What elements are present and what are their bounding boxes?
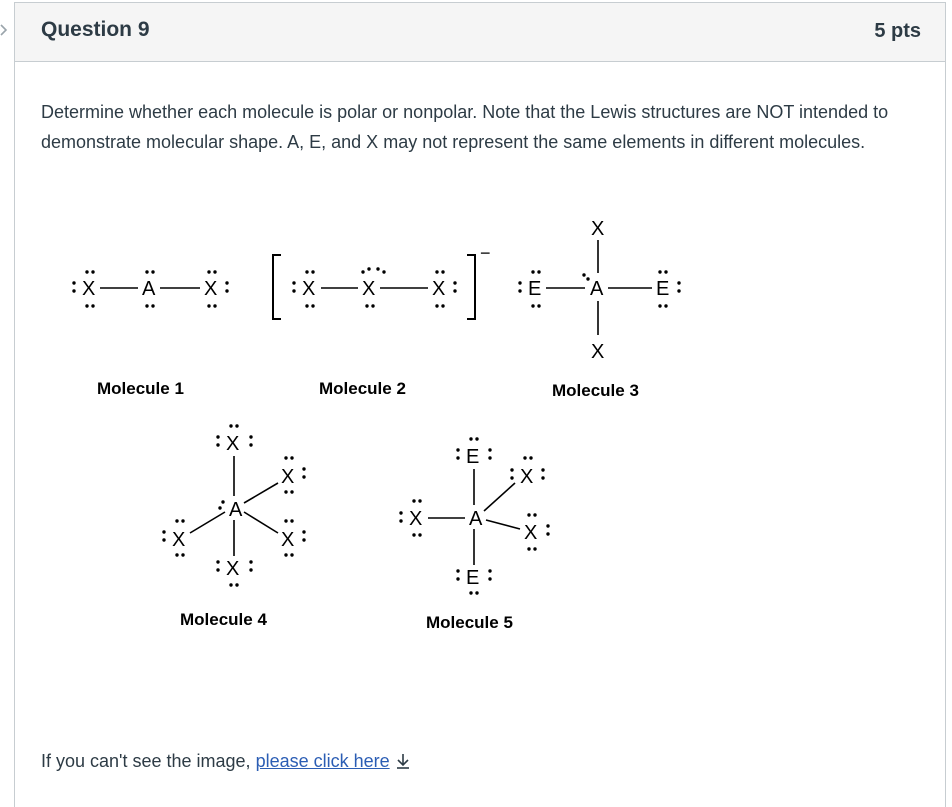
- chevron-right-icon: [0, 22, 8, 38]
- mol1-atom-x-left: X: [82, 278, 96, 300]
- mol5-atom-a: A: [469, 508, 483, 530]
- mol3-atom-e-right: E: [656, 278, 670, 300]
- lewis-structures-figure: [45, 203, 685, 643]
- molecule-3: [518, 218, 680, 400]
- mol5-atom-e-top: E: [466, 446, 480, 468]
- mol4-atom-x-top: X: [226, 433, 240, 455]
- mol5-atom-x-left: X: [409, 508, 423, 530]
- molecule-4: [162, 424, 305, 629]
- mol2-atom-x-left: X: [302, 278, 316, 300]
- mol1-atom-x-right: X: [204, 278, 218, 300]
- mol2-atom-x-center: X: [362, 278, 376, 300]
- molecule-3-label: Molecule 3: [552, 381, 639, 400]
- mol4-atom-x-bottom: X: [226, 558, 240, 580]
- molecule-5-label: Molecule 5: [426, 613, 513, 632]
- mol3-atom-x-bottom: X: [591, 341, 605, 363]
- mol1-atom-a: A: [142, 278, 156, 300]
- molecule-2: [273, 243, 491, 398]
- fallback-prefix-text: If you can't see the image,: [41, 751, 256, 771]
- mol2-charge: −: [480, 243, 491, 263]
- image-fallback-line: [41, 751, 410, 774]
- molecule-4-label: Molecule 4: [180, 610, 267, 629]
- question-card: [14, 2, 946, 807]
- mol3-atom-a: A: [590, 278, 604, 300]
- mol3-atom-x-top: X: [591, 218, 605, 240]
- molecule-1-label: Molecule 1: [97, 379, 184, 398]
- mol5-atom-x-lower-right: X: [524, 522, 538, 544]
- mol4-atom-x-upper-right: X: [281, 466, 295, 488]
- mol3-atom-e-left: E: [528, 278, 542, 300]
- mol5-atom-e-bottom: E: [466, 567, 480, 589]
- molecule-5: [399, 437, 549, 632]
- mol4-atom-x-left: X: [172, 529, 186, 551]
- question-prompt: Determine whether each molecule is polar or nonpolar. Note that the Lewis structures are NOT intended to demonstrate molecular shape. A, E, and X may not represent the same elements in different molecules.: [41, 102, 889, 152]
- mol4-atom-a: A: [229, 499, 243, 521]
- question-points: 5 pts: [874, 20, 921, 42]
- molecule-2-label: Molecule 2: [319, 379, 406, 398]
- question-header: [15, 3, 945, 62]
- fallback-image-link[interactable]: please click here: [255, 751, 390, 771]
- molecule-1: [72, 270, 228, 398]
- mol2-atom-x-right: X: [432, 278, 446, 300]
- mol4-atom-x-lower-right: X: [281, 529, 295, 551]
- mol5-atom-x-upper-right: X: [520, 466, 534, 488]
- question-title: Question 9: [41, 18, 150, 41]
- download-arrow-icon[interactable]: [396, 753, 410, 774]
